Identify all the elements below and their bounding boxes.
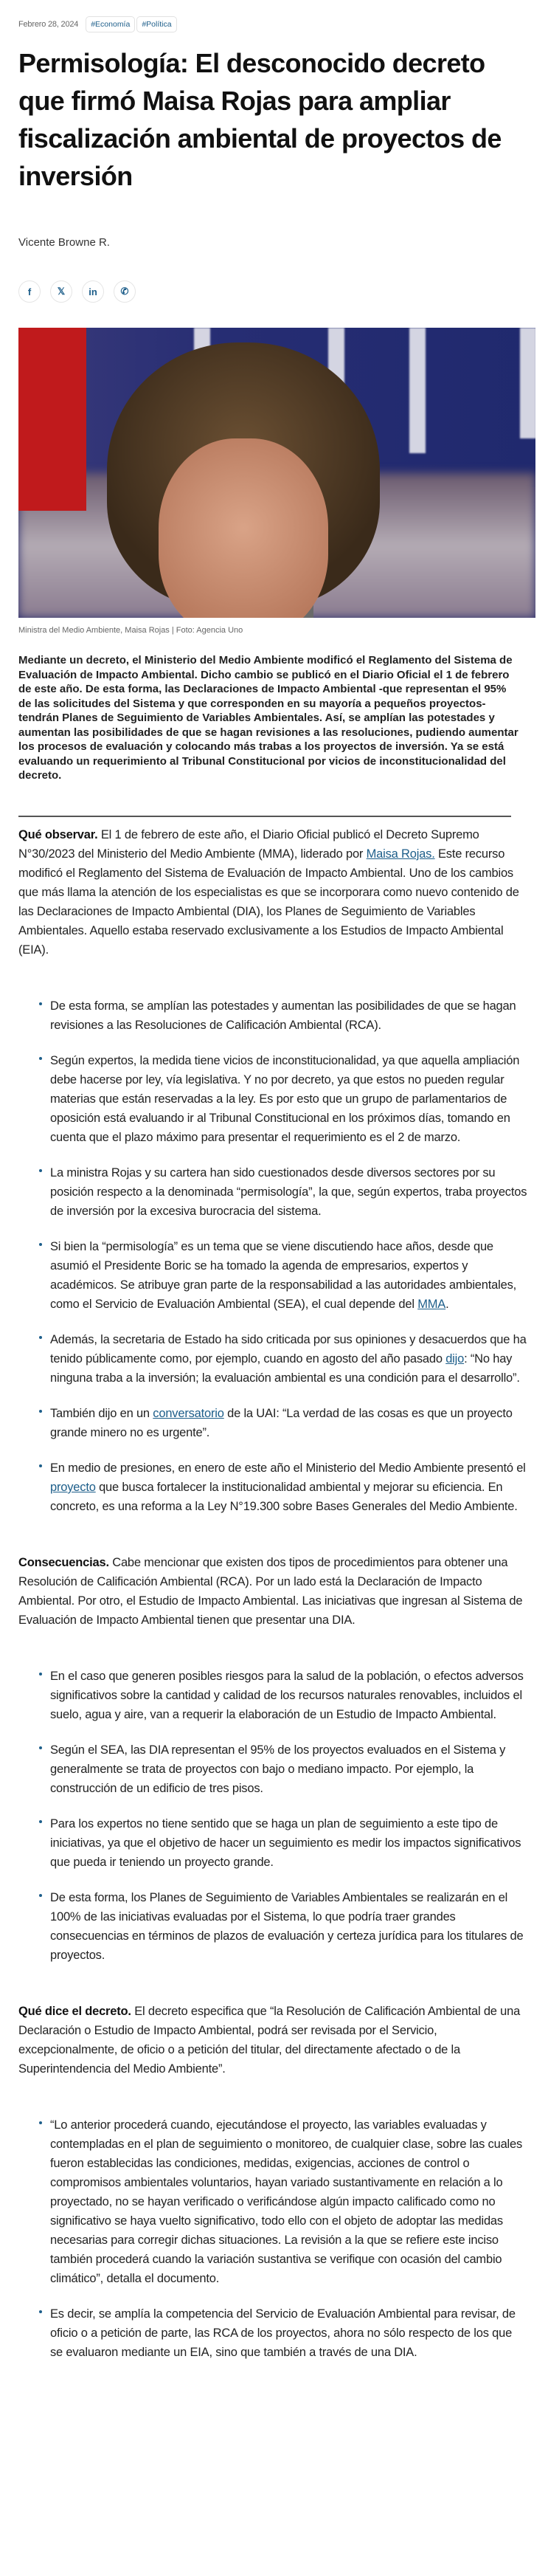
text-segment: Según expertos, la medida tiene vicios de inconstitucionalidad, ya que aquella ampliación debe hacerse por ley, vía legislativa. Y no por decreto, ya que estos no pueden regular materias que están reservadas a la ley. Es por esto que un grupo de parlamentarios de oposición está evaluando ir al Tribunal Constitucional en los próximos días, tomando en cuenta que el plazo máximo para presentar el requerimiento es el 2 de marzo. — [50, 1054, 520, 1144]
text-segment: En el caso que generen posibles riesgos para la salud de la población, o efectos adversos significativos sobre la cantidad y calidad de los recursos naturales renovables, incluidos el suelo, agua y aire, van a requerir la elaboración de un Estudio de Impacto Ambiental. — [50, 1670, 524, 1721]
list-item — [18, 1330, 527, 1388]
paragraph — [18, 1553, 527, 1630]
publish-date: Febrero 28, 2024 — [18, 20, 79, 29]
inline-link[interactable]: conversatorio — [153, 1407, 224, 1420]
inline-link[interactable]: dijo — [445, 1352, 465, 1366]
text-segment: Este recurso modificó el Reglamento del Sistema de Evaluación de Impacto Ambiental. Uno de los cambios que más llama la atención de los especialistas es que se incorporara como nuevo contenido de las Declaraciones de Impacto Ambiental (DIA), los Planes de Seguimiento de Variables Ambientales. Aquello estaba reservado exclusivamente a los Estudios de Impacto Ambiental (EIA). — [18, 847, 519, 957]
linkedin-icon: in — [89, 286, 97, 297]
article-title: Permisología: El desconocido decreto que firmó Maisa Rojas para ampliar fiscalización ambiental de proyectos de inversión — [18, 48, 502, 191]
section-lead-label: Qué dice el decreto. — [18, 2005, 131, 2018]
list-item — [18, 1459, 527, 1516]
text-segment: de la UAI: “La verdad de las cosas es que un proyecto grande minero no es urgente”. — [50, 1407, 513, 1439]
bullet-list — [18, 996, 527, 1516]
photo-face — [159, 438, 328, 618]
text-segment: El decreto especifica que “la Resolución de Calificación Ambiental de una Declaración o Estudio de Impacto Ambiental, podrá ser revisada por el Servicio, excepcionalmente, de oficio o a petición del titular, del directamente afectado o de la Superintendencia del Medio Ambiente”. — [18, 2005, 521, 2076]
bullet-list — [18, 1667, 527, 1965]
inline-link[interactable]: MMA — [417, 1298, 446, 1311]
inline-link[interactable]: proyecto — [50, 1481, 96, 1494]
text-segment: Si bien la “permisología” es un tema que se viene discutiendo hace años, desde que asumió el Presidente Boric se ha tomado la agenda de empresarios, expertos y académicos. Se atribuye gran parte de la responsabilidad a las autoridades ambientales, como el Servicio de Evaluación Ambiental (SEA), el cual depende del — [50, 1240, 516, 1311]
list-item — [18, 1740, 527, 1798]
list-item — [18, 1814, 527, 1872]
share-buttons — [18, 280, 530, 303]
tag-economia[interactable]: #Economía — [86, 16, 135, 32]
share-x-button[interactable] — [50, 280, 72, 303]
author-name[interactable]: Vicente Browne R. — [18, 236, 110, 249]
section-lead-label: Qué observar. — [18, 828, 98, 841]
list-item — [18, 1237, 527, 1314]
inline-link[interactable]: Maisa Rojas. — [366, 847, 435, 861]
photo-letter — [520, 328, 535, 438]
photo-flag-red — [18, 328, 86, 511]
list-item — [18, 1163, 527, 1221]
tag-politica[interactable]: #Política — [136, 16, 176, 32]
article-body — [18, 825, 527, 2399]
list-item — [18, 1404, 527, 1442]
text-segment: En medio de presiones, en enero de este año el Ministerio del Medio Ambiente presentó el — [50, 1461, 526, 1475]
article-header — [0, 0, 548, 303]
text-segment: También dijo en un — [50, 1407, 153, 1420]
text-segment: Además, la secretaria de Estado ha sido criticada por sus opiniones y desacuerdos que ha tenido públicamente como, por ejemplo, cuando en agosto del año pasado — [50, 1333, 527, 1366]
text-segment: El 1 de febrero de este año, el Diario Oficial publicó el Decreto Supremo N°30/2023 del Ministerio del Medio Ambiente (MMA), liderado por — [18, 828, 479, 861]
text-segment: : “No hay ninguna traba a la inversión; la evaluación ambiental es una condición para el desarrollo”. — [50, 1352, 520, 1385]
text-segment: Es decir, se amplía la competencia del Servicio de Evaluación Ambiental para revisar, de oficio o a petición de parte, las RCA de los proyectos, ahora no sólo respecto de los que se evaluaron mediante un EIA, sino que también a través de una DIA. — [50, 2307, 516, 2359]
bullet-list — [18, 2115, 527, 2362]
list-item — [18, 1667, 527, 1724]
list-item — [18, 1888, 527, 1965]
text-segment: Para los expertos no tiene sentido que se haga un plan de seguimiento a este tipo de iniciativas, ya que el objetivo de hacer un seguimiento es medir los impactos significativos que pueda ir teniendo un proyecto grande. — [50, 1817, 521, 1869]
list-item — [18, 996, 527, 1035]
text-segment: “Lo anterior procederá cuando, ejecutándose el proyecto, las variables evaluadas y contempladas en el plan de seguimiento o monitoreo, de cualquier clase, sobre las cuales fueron establecidas las condiciones, medidas, exigencias, acciones de control o compromisos ambientales voluntarios, hayan variado sustantivamente en relación a lo proyectado, no se hayan verificado o verificándose algún impacto calificado como no significativo se haya vuelto significativo, todo ello con el objeto de adoptar las medidas necesarias para corregir dichas situaciones. La revisión a la que se refiere este inciso también procederá cuando la variación sustantiva se verifique con ocasión del cambio climático”, detalla el documento. — [50, 2118, 523, 2285]
list-item — [18, 2304, 527, 2362]
list-item — [18, 1051, 527, 1147]
photo-letter — [409, 328, 426, 453]
text-segment: Según el SEA, las DIA representan el 95% de los proyectos evaluados en el Sistema y generalmente se trata de proyectos con bajo o mediano impacto. Por ejemplo, la construcción de un edificio de tres pisos. — [50, 1743, 506, 1795]
share-linkedin-button[interactable] — [82, 280, 104, 303]
text-segment: La ministra Rojas y su cartera han sido cuestionados desde diversos sectores por su posición respecto a la denominada “permisología”, la que, según expertos, traba proyectos de inversión por la excesiva burocracia del sistema. — [50, 1166, 527, 1218]
article-meta — [18, 0, 530, 35]
facebook-icon: f — [27, 286, 32, 297]
text-segment: De esta forma, se amplían las potestades y aumentan las posibilidades de que se hagan revisiones a las Resoluciones de Calificación Ambiental (RCA). — [50, 999, 516, 1032]
share-whatsapp-button[interactable] — [114, 280, 136, 303]
article-lead: Mediante un decreto, el Ministerio del Medio Ambiente modificó el Reglamento del Sistema de Evaluación de Impacto Ambiental. Dicho cambio se publicó en el Diario Oficial el 1 de febrero de este año. De esta forma, las Declaraciones de Impacto Ambiental -que representan el 95% de las solicitudes del Sistema y que corresponden en su mayoría a pequeños proyectos- tendrán Planes de Seguimiento de Variables Ambientales. Así, se amplían las potestades y aumentan las posibilidades de que se hagan revisiones a las resoluciones, pudiendo aumentar los procesos de evaluación y colocando más trabas a los proyectos de inversión. Ya se está evaluando un requerimiento al Tribunal Constitucional por vicios de inconstitucionalidad del decreto. — [18, 654, 518, 782]
whatsapp-icon: ✆ — [120, 286, 129, 297]
text-segment: De esta forma, los Planes de Seguimiento de Variables Ambientales se realizarán en el 100% de las iniciativas evaluadas por el Sistema, lo que podría traer grandes consecuencias en términos de plazos de evaluación y certeza jurídica para los titulares de proyectos. — [50, 1891, 524, 1962]
share-facebook-button[interactable] — [18, 280, 41, 303]
divider — [18, 816, 511, 817]
paragraph — [18, 2002, 527, 2079]
text-segment: . — [445, 1298, 449, 1311]
list-item — [18, 2115, 527, 2288]
text-segment: Cabe mencionar que existen dos tipos de procedimientos para obtener una Resolución de Calificación Ambiental (RCA). Por un lado está la Declaración de Impacto Ambiental. Por otro, el Estudio de Impacto Ambiental. Las iniciativas que ingresan al Sistema de Evaluación de Impacto Ambiental tienen que presentar una DIA. — [18, 1556, 523, 1627]
paragraph — [18, 825, 527, 960]
photo-caption: Ministra del Medio Ambiente, Maisa Rojas | Foto: Agencia Uno — [18, 626, 243, 635]
text-segment: que busca fortalecer la institucionalidad ambiental y mejorar su eficiencia. En concreto, es una reforma a la Ley N°19.300 sobre Bases Generales del Medio Ambiente. — [50, 1481, 518, 1513]
article-photo — [18, 328, 535, 618]
section-lead-label: Consecuencias. — [18, 1556, 109, 1569]
x-twitter-icon: 𝕏 — [57, 286, 66, 297]
